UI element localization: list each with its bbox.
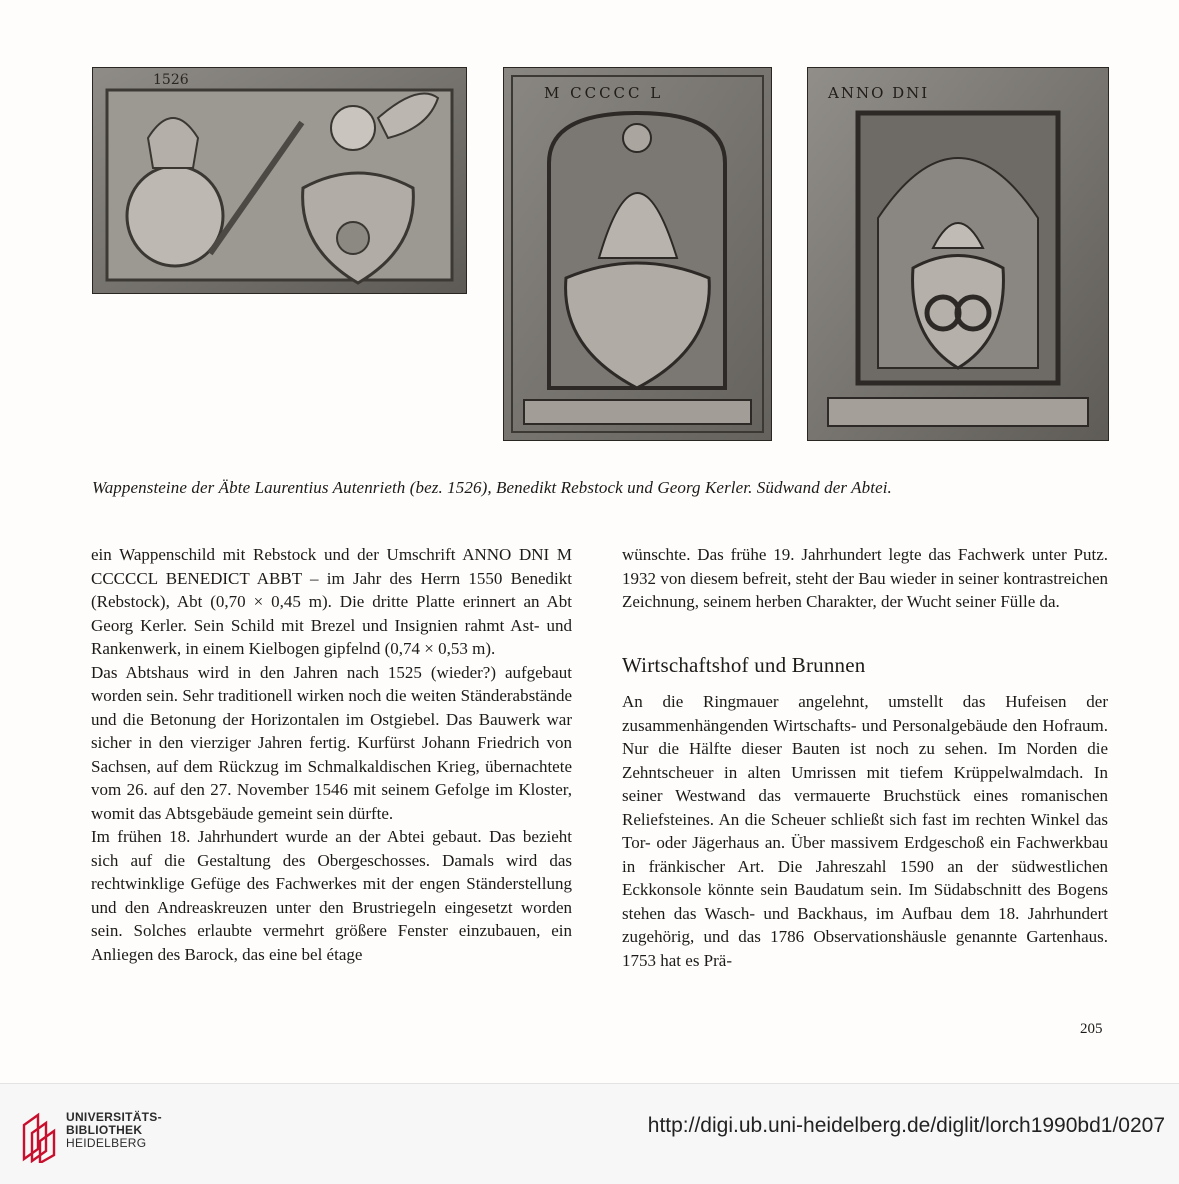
photo-inscription: 1526 bbox=[153, 72, 189, 88]
coat-of-arms-photo-kerler bbox=[807, 67, 1109, 441]
coat-of-arms-photo-rebstock bbox=[503, 67, 772, 441]
source-url-link[interactable]: http://digi.ub.uni-heidelberg.de/diglit/lorch1990bd1/0207 bbox=[647, 1114, 1165, 1137]
paragraph: wünschte. Das frühe 19. Jahrhundert legte das Fachwerk unter Putz. 1932 von diesem befreit, steht der Bau wieder in seiner kontrastreichen Zeichnung, seinem herben Charakter, der Wucht seiner Fülle da. bbox=[622, 545, 1108, 611]
photo-inscription: M CCCCC L bbox=[544, 84, 664, 102]
left-text-column bbox=[91, 543, 572, 966]
library-name bbox=[66, 1111, 162, 1150]
photo-inscription: ANNO DNI bbox=[828, 84, 930, 102]
figure-caption: Wappensteine der Äbte Laurentius Autenrieth (bez. 1526), Benedikt Rebstock und Georg Kerler. Südwand der Abtei. bbox=[92, 478, 892, 497]
paragraph: Im frühen 18. Jahrhundert wurde an der Abtei gebaut. Das bezieht sich auf die Gestaltung des Obergeschosses. Damals wird das rechtwinklige Gefüge des Fachwerkes mit der engen Ständerstellung und den Andreaskreuzen unter den Brustriegeln eingesetzt worden sein. Solches erlaubte vermehrt größere Fenster einzubauen, ein Anliegen des Barock, das eine bel étage bbox=[91, 827, 572, 964]
library-name-line: HEIDELBERG bbox=[66, 1136, 147, 1150]
section-heading: Wirtschaftshof und Brunnen bbox=[622, 652, 866, 677]
library-name-line: BIBLIOTHEK bbox=[66, 1123, 143, 1137]
paragraph: An die Ringmauer angelehnt, umstellt das Hufeisen der zusammenhängenden Wirtschafts- und Personalgebäude den Hofraum. Nur die Hälfte dieser Bauten ist noch zu sehen. Im Norden die Zehntscheuer in alten Umrissen mit tiefem Krüppelwalmdach. In seiner Westwand das vermauerte Bruchstück eines romanischen Reliefsteines. An die Scheuer schließt sich fast im rechten Winkel das Tor- oder Jägerhaus an. Über massivem Erdgeschoß ein Fachwerkbau in fränkischer Art. Die Jahreszahl 1590 an der südwestlichen Eckkonsole könnte sein Baudatum sein. Im Südabschnitt des Bogens stehen das Wasch- und Backhaus, im Aufbau dem 18. Jahrhundert zugehörig, und das 1786 Observationshäusle genannte Gartenhaus. 1753 hat es Prä- bbox=[622, 692, 1108, 970]
library-name-line: UNIVERSITÄTS- bbox=[66, 1110, 162, 1124]
page-number: 205 bbox=[1080, 1021, 1103, 1037]
coat-of-arms-photo-autenrieth bbox=[92, 67, 467, 294]
library-logo-icon bbox=[18, 1109, 62, 1163]
right-text-column bbox=[622, 543, 1108, 972]
paragraph: Das Abtshaus wird in den Jahren nach 1525 (wieder?) aufgebaut worden sein. Sehr traditionell wirken noch die weiten Ständerabstände und die Betonung der Horizontalen im Ostgiebel. Das Bauwerk war sicher in den vierziger Jahren fertig. Kurfürst Johann Friedrich von Sachsen, auf dem Rückzug im Schmalkaldischen Krieg, übernachtete vom 26. auf den 27. November 1546 mit seinem Gefolge im Kloster, womit das Abtsgebäude gemeint sein dürfte. bbox=[91, 662, 572, 823]
paragraph: ein Wappenschild mit Rebstock und der Umschrift ANNO DNI M CCCCCL BENEDICT ABBT – im Jahr des Herrn 1550 Benedikt (Rebstock), Abt (0,70 × 0,45 m). Die dritte Platte erinnert an Abt Georg Kerler. Sein Schild mit Brezel und Insignien rahmt Ast- und Rankenwerk, in einem Kielbogen gipfelnd (0,74 × 0,53 m). bbox=[91, 545, 572, 658]
footer-bar bbox=[0, 1083, 1179, 1184]
